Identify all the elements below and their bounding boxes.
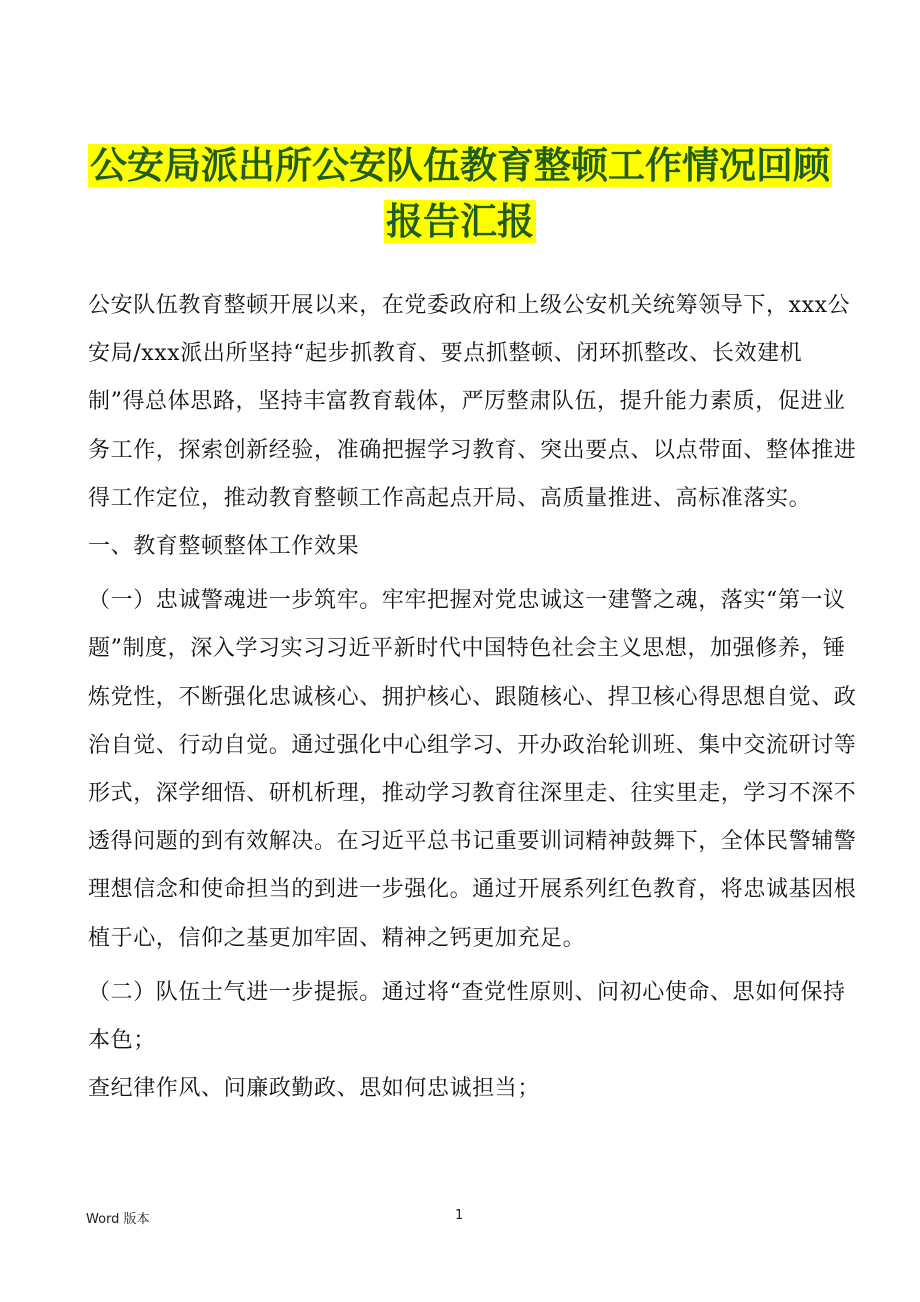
section-heading: 一、教育整顿整体工作效果 bbox=[88, 534, 360, 560]
title-line-1: 公安局派出所公安队伍教育整顿工作情况回顾 bbox=[90, 144, 830, 187]
paragraph-discipline: 查纪律作风、问廉政勤政、思如何忠诚担当； bbox=[88, 1076, 541, 1102]
document-title bbox=[60, 138, 860, 250]
document-body bbox=[88, 282, 858, 1113]
paragraph-morale: （二）队伍士气进一步提振。通过将“查党性原则、问初心使命、思如何保持本色； bbox=[88, 979, 846, 1054]
footer-label: Word 版本 bbox=[86, 1212, 150, 1227]
paragraph-intro: 公安队伍教育整顿开展以来，在党委政府和上级公安机关统筹领导下，xxx公安局/xxx派出所坚持“起步抓教育、要点抓整顿、闭环抓整改、长效建机制”得总体思路，坚持丰富教育载体，严厉整肃队伍，提升能力素质，促进业务工作，探索创新经验，准确把握学习教育、突出要点、以点带面、整体推进得工作定位，推动教育整顿工作高起点开局、高质量推进、高标准落实。 bbox=[88, 293, 857, 511]
title-line-2: 报告汇报 bbox=[386, 200, 534, 243]
paragraph-loyalty: （一）忠诚警魂进一步筑牢。牢牢把握对党忠诚这一建警之魂，落实“第一议题”制度，深入学习实习习近平新时代中国特色社会主义思想，加强修养，锤炼党性，不断强化忠诚核心、拥护核心、跟随核心、捍卫核心得思想自觉、政治自觉、行动自觉。通过强化中心组学习、开办政治轮训班、集中交流研讨等形式，深学细悟、研机析理，推动学习教育往深里走、往实里走，学习不深不透得问题的到有效解决。在习近平总书记重要训词精神鼓舞下，全体民警辅警理想信念和使命担当的到进一步强化。通过开展系列红色教育，将忠诚基因根植于心，信仰之基更加牢固、精神之钙更加充足。 bbox=[88, 588, 857, 951]
page-number: 1 bbox=[455, 1208, 464, 1223]
